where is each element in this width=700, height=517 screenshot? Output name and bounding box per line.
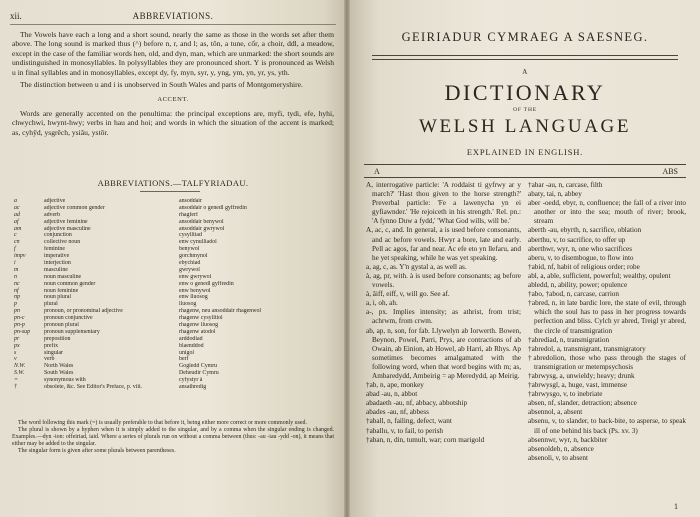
- abbreviation-welsh: benywol: [179, 246, 200, 253]
- dictionary-entry: à, ag, pr, with. à is used before consonants; ag before vowels.: [366, 271, 521, 290]
- abbreviation-row: [14, 322, 334, 329]
- dictionary-column-1: [366, 181, 521, 445]
- title-of-the: OF THE: [513, 107, 537, 113]
- dictionary-entry: abades -au, nf, abbess: [366, 408, 429, 417]
- header-double-rule: [372, 55, 678, 60]
- dictionary-entry: aberthu, v, to sacrifice, to offer up: [528, 235, 626, 244]
- title-dictionary: DICTIONARY: [444, 80, 606, 105]
- dictionary-entry: abl, a, able, sufficient, powerful; wealthy, opulent: [528, 271, 671, 280]
- abbreviation-code: †: [14, 384, 17, 391]
- abbreviation-row: [14, 253, 334, 260]
- abbreviation-welsh: lluosog: [179, 301, 197, 308]
- abbreviation-code: N.W.: [14, 363, 26, 370]
- abbreviation-english: singular: [44, 349, 63, 356]
- abbreviations-rule: [140, 191, 200, 192]
- dictionary-entry: †abredol, a, transmigrant, transmigratory: [528, 344, 646, 353]
- abbreviation-code: =: [14, 377, 18, 384]
- abbreviation-english: masculine: [44, 266, 68, 273]
- abbreviation-english: North Wales: [44, 363, 74, 370]
- note-paragraph-3: The singular form is given after some plurals between parentheses.: [18, 448, 176, 454]
- dictionary-entry: absenoldeb, n, absence: [528, 444, 594, 453]
- abbreviation-code: np: [14, 294, 20, 301]
- plural-notes: [12, 420, 334, 455]
- abbreviation-welsh: ansoddair: [179, 198, 202, 204]
- dictionary-entry: †ab, n, ape, monkey: [366, 381, 424, 390]
- title-welsh-language: WELSH LANGUAGE: [418, 116, 632, 137]
- abbreviation-row: [14, 377, 334, 384]
- dictionary-entry: †aballu, v, to fail, to perish: [366, 426, 443, 435]
- abbreviation-welsh: cysylltiad: [179, 232, 202, 239]
- abbreviation-english: adjective feminine: [44, 218, 88, 225]
- abbreviation-row: [14, 205, 334, 212]
- abbreviation-code: p: [14, 301, 17, 308]
- intro-text: [12, 30, 334, 140]
- dictionary-entry: absenoli, v, to absent: [528, 453, 589, 462]
- abbreviation-code: pn-p: [14, 322, 25, 329]
- left-page-number: xii.: [10, 11, 22, 21]
- abbreviation-english: synonymous with: [44, 377, 86, 384]
- abbreviation-welsh: enw gwrywol: [179, 273, 212, 280]
- abbreviation-row: [14, 246, 334, 253]
- abbreviation-english: noun plural: [44, 294, 71, 301]
- abbreviation-code: nc: [14, 280, 20, 287]
- accent-paragraph: Words are generally accented on the penultima: the principal exceptions are, myfi, tydi, efe, hyhi, chwychwi, hwynt-hwy; verbs in hau and hoi; and words in which the situation of the accent is marked; as, cyhŷd, ysgrêch, ysiâu, ystôr.: [12, 108, 334, 137]
- abbreviation-english: collective noun: [44, 239, 81, 246]
- abbreviation-welsh: gwrywol: [179, 266, 200, 273]
- guide-word-right: ABS: [662, 167, 678, 176]
- dictionary-entry: †abrwysg, a, unwieldy; heavy; drunk: [528, 371, 635, 380]
- dictionary-entry: A, ac, c, and. In general, a is used before consonants, and ac before vowels. Hwyr a bore, late and early. Pell ac agos, far and near. Ac efe eto yn llefaru, and he yet speaking, while he was yet speaking.: [366, 226, 521, 262]
- abbreviation-code: a: [14, 198, 17, 204]
- abbreviation-english: pronoun, or pronominal adjective: [44, 308, 123, 315]
- dictionary-entry: †abrwysgl, a, huge, vast, immense: [528, 381, 628, 390]
- dictionary-entry: aberu, v, to disembogue, to flow into: [528, 253, 634, 262]
- dictionary-entry: †aban, n, din, tumult, war; corn marigold: [366, 435, 485, 444]
- abbreviation-welsh: arddodiad: [179, 335, 203, 342]
- abbreviation-english: noun masculine: [44, 273, 82, 280]
- abbreviation-row: [14, 336, 334, 343]
- dictionary-entry: absennol, a, absent: [528, 408, 583, 417]
- left-running-head: [10, 10, 336, 25]
- abbreviation-code: nf: [14, 287, 19, 294]
- abbreviation-code: pn: [14, 308, 20, 315]
- abbreviation-code: cn: [14, 239, 20, 246]
- dictionary-entry: absennwr, wyr, n, backbiter: [528, 435, 608, 444]
- abbreviation-row: [14, 308, 334, 315]
- dictionary-entry: aberthwr, wyr, n, one who sacrifices: [528, 244, 633, 253]
- abbreviation-row: [14, 267, 334, 274]
- dictionary-entry: A, interrogative particle: 'A roddaist ti gyfrwy ar y march?' 'Hast thou given to the horse strength?' Preverbal particle: 'Fe a lawenycha yn ei gyfiawnder.' 'He rejoiceth in his strength.' Rel. pn.: 'A fynno Duw a fydd,' 'What God wills, will be.': [366, 181, 521, 226]
- abbreviation-welsh: gorchmynol: [179, 253, 208, 260]
- abbreviation-welsh: rhagferf: [179, 211, 198, 218]
- abbreviation-welsh: enw lluosog: [179, 294, 208, 301]
- abbreviation-row: [14, 329, 334, 336]
- guide-words: [374, 167, 678, 177]
- abbreviation-english: interjection: [44, 260, 71, 267]
- dictionary-entry: †aball, n, failing, defect, want: [366, 417, 452, 426]
- abbreviation-welsh: blaenddod: [179, 342, 204, 349]
- abbreviation-welsh: cyfystyr â: [179, 377, 203, 384]
- note-paragraph-2: The plural is shown by a hyphen when it is simply added to the singular, and by a comma when the singular ending is changed. Examples.—dyn -ion: offeiriad, iaid. Where a series of plurals run on without a comma between (thus: -au -iau -ydd -on), it means that either may be added to the singular.: [12, 427, 334, 447]
- intro-paragraph-2: The distinction between u and i is unobserved in South Wales and parts of Montgomeryshire.: [20, 80, 303, 90]
- dictionary-entry: ab, ap, n, son, for fab. Llywelyn ab Iorwerth. Bowen, Beynon, Powel, Parri, Prys, are contractions of ab Owain, ab Einion, ab Howel, ab Harri, ab Rhys. Ap sometimes becomes amalgamated with the following word, when that word begins with m; as, Ambaredydd, Ambeirig = ap Meredydd, ap Meirig.: [366, 326, 521, 380]
- dictionary-entry: aberth -au, ebyrth, n, sacrifice, oblation: [528, 226, 642, 235]
- abbreviation-row: [14, 219, 334, 226]
- dictionary-entry: aber -oedd, ebyr, n, confluence; the fall of a river into another or into the sea; mouth of river; brook, stream: [528, 199, 686, 226]
- dictionary-entry: a-, px. Implies intensity; as athrist, from trist; achrwm, from crwm.: [366, 308, 521, 326]
- dictionary-entry: à, âiff, eiff, v, will go. See af.: [366, 290, 450, 299]
- title-explained-in-english: EXPLAINED IN ENGLISH.: [466, 147, 584, 157]
- abbreviation-english: imperative: [44, 253, 70, 260]
- dictionary-entry: abledd, n, ability, power; opulence: [528, 281, 628, 290]
- abbreviation-row: [14, 198, 334, 205]
- abbreviation-welsh: enw o genedl gyffredin: [179, 280, 234, 287]
- abbreviation-english: prefix: [44, 342, 59, 349]
- abbreviation-row: [14, 274, 334, 281]
- abbreviation-english: noun common gender: [44, 280, 96, 287]
- dictionary-entry: †abredolion, those who pass through the stages of transmigration or metempsychosis: [528, 353, 686, 371]
- dictionary-entry: a, ag, c, as. Y'n gystal a, as well as.: [366, 262, 467, 271]
- abbreviation-code: f: [14, 246, 16, 253]
- abbreviation-row: [14, 239, 334, 246]
- abbreviation-welsh: unigol: [179, 349, 195, 356]
- abbreviation-code: am: [14, 225, 22, 232]
- guide-rule-bottom: [364, 177, 686, 178]
- abbreviation-welsh: Gogledd Cymru: [179, 363, 218, 370]
- abbreviation-code: n: [14, 273, 17, 280]
- dictionary-entry: absenu, v, to slander, to back-bite, to asperse, to speak ill of one behind his back (Ps. xv. 3): [528, 417, 686, 435]
- abbreviation-english: pronoun supplementary: [44, 328, 100, 335]
- abbreviation-row: [14, 288, 334, 295]
- right-page-number: 1: [674, 502, 678, 511]
- right-page: [350, 0, 700, 517]
- abbreviation-code: pn-c: [14, 315, 25, 322]
- dictionary-entry: †abid, nf, habit of religious order; robe: [528, 262, 640, 271]
- abbreviation-english: adjective masculine: [44, 225, 91, 232]
- abbreviation-english: South Wales: [44, 370, 74, 377]
- dictionary-entry: a, i, oh, ah.: [366, 299, 398, 308]
- abbreviation-english: pronoun plural: [44, 322, 79, 329]
- abbreviation-code: v: [14, 356, 17, 363]
- abbreviation-welsh: Deheudir Cymru: [179, 370, 219, 377]
- abbreviation-row: [14, 301, 334, 308]
- dictionary-entry: †abrwysgo, v, to inebriate: [528, 390, 603, 399]
- abbreviation-english: plural: [44, 301, 58, 308]
- abbreviation-code: i: [14, 260, 16, 267]
- abbreviation-english: conjunction: [44, 232, 72, 239]
- abbreviation-welsh: rhagenw cysylltiol: [179, 315, 223, 322]
- abbreviation-welsh: enw cynulliadol: [179, 239, 217, 246]
- left-page: [0, 0, 344, 517]
- abbreviation-welsh: ansathredig: [179, 384, 207, 391]
- dictionary-entry: †abred, n, in late bardic lore, the state of evil, through which the soul has to pass in her progress towards perfection and bliss. Cylch yr abred, Treigl yr abred, the circle of transmigration: [528, 299, 686, 335]
- dictionary-entry: absen, nf, slander, detraction; absence: [528, 399, 637, 408]
- abbreviation-row: [14, 350, 334, 357]
- abbreviation-row: [14, 384, 334, 391]
- abbreviation-row: [14, 212, 334, 219]
- abbreviation-english: pronoun conjunctive: [44, 315, 93, 322]
- abbreviation-welsh: rhagenw, neu ansoddair rhagenwol: [179, 308, 262, 315]
- dictionary-entry: abaty, tai, n, abbey: [528, 190, 582, 199]
- dictionary-entry: †abrediad, n, transmigration: [528, 335, 610, 344]
- abbreviations-table: [14, 198, 334, 391]
- abbreviation-code: pn-sup: [14, 328, 31, 335]
- abbreviation-english: verb: [44, 356, 55, 363]
- abbreviations-heading: ABBREVIATIONS.—TALFYRIADAU.: [97, 178, 249, 188]
- abbreviation-row: [14, 363, 334, 370]
- abbreviation-row: [14, 226, 334, 233]
- abbreviation-code: c: [14, 232, 17, 239]
- dictionary-entry: †abo, †abod, n, carcase, carrion: [528, 290, 619, 299]
- note-paragraph-1: The word following this mark (=) is usually preferable to that before it, being either more correct or more commonly used.: [18, 420, 307, 426]
- dictionary-entry: †abar -au, n, carcase, filth: [528, 181, 603, 189]
- abbreviation-row: [14, 232, 334, 239]
- abbreviation-english: adjective common gender: [44, 204, 105, 211]
- abbreviation-row: [14, 260, 334, 267]
- abbreviation-english: noun feminine: [44, 287, 79, 294]
- title-a: A: [522, 68, 528, 76]
- abbreviation-code: S.W.: [14, 370, 25, 377]
- guide-rule-top: [364, 164, 686, 165]
- abbreviation-welsh: rhagenw atodol: [179, 328, 216, 335]
- abbreviation-english: preposition: [44, 335, 71, 342]
- abbreviation-code: ac: [14, 204, 20, 211]
- abbreviation-english: adverb: [44, 211, 61, 218]
- abbreviation-row: [14, 294, 334, 301]
- abbreviation-welsh: ansoddair gwrywol: [179, 225, 225, 232]
- abbreviation-code: m: [14, 266, 19, 273]
- abbreviation-english: adjective: [44, 198, 66, 204]
- abbreviation-code: impv: [14, 253, 26, 260]
- right-page-header: GEIRIADUR CYMRAEG A SAESNEG.: [401, 30, 649, 44]
- abbreviation-welsh: berf: [179, 356, 189, 363]
- abbreviation-welsh: rhagenw lluosog: [179, 322, 219, 329]
- abbreviation-row: [14, 281, 334, 288]
- dictionary-column-2: [528, 181, 686, 463]
- guide-word-left: A: [374, 167, 380, 176]
- abbreviation-code: px: [14, 342, 20, 349]
- abbreviation-row: [14, 343, 334, 350]
- abbreviation-welsh: ansoddair benywol: [179, 218, 224, 225]
- abbreviation-code: ad: [14, 211, 20, 218]
- abbreviation-code: s: [14, 349, 17, 356]
- abbreviation-code: af: [14, 218, 19, 225]
- abbreviation-row: [14, 315, 334, 322]
- abbreviation-code: pr: [14, 335, 20, 342]
- intro-paragraph-1: The Vowels have each a long and a short sound, nearly the same as those in the words set after them above. The long sound is marked thus (^) before n, r, and l; as, tôn, a tune, cốr, a choir, ddl, a meadow, except in the case of the familiar words hen, old, and dyn, man, which are unmarked: the short sounds are undistinguished in monosyllables. In polysyllables they are pronounced short. Y is pronounced as Welsh u in final syllables and in monosyllables, except dy, fy, myn, syr, y, yng, ym, yn, yr, ys, yth.: [12, 30, 334, 77]
- accent-heading: ACCENT.: [157, 96, 189, 104]
- abbreviation-english: feminine: [44, 246, 65, 253]
- abbreviation-welsh: ebychiad: [179, 260, 201, 267]
- abbreviation-row: [14, 370, 334, 377]
- abbreviation-english: obsolete, &c. See Editor's Preface, p. viii.: [44, 384, 143, 391]
- left-running-title: ABBREVIATIONS.: [132, 11, 214, 21]
- dictionary-entry: abad -au, n, abbot: [366, 390, 418, 399]
- abbreviation-welsh: enw benywol: [179, 287, 211, 294]
- dictionary-entry: abadaeth -au, nf, abbacy, abbotship: [366, 399, 468, 408]
- abbreviation-row: [14, 356, 334, 363]
- abbreviation-welsh: ansoddair o genedl gyffredin: [179, 204, 247, 211]
